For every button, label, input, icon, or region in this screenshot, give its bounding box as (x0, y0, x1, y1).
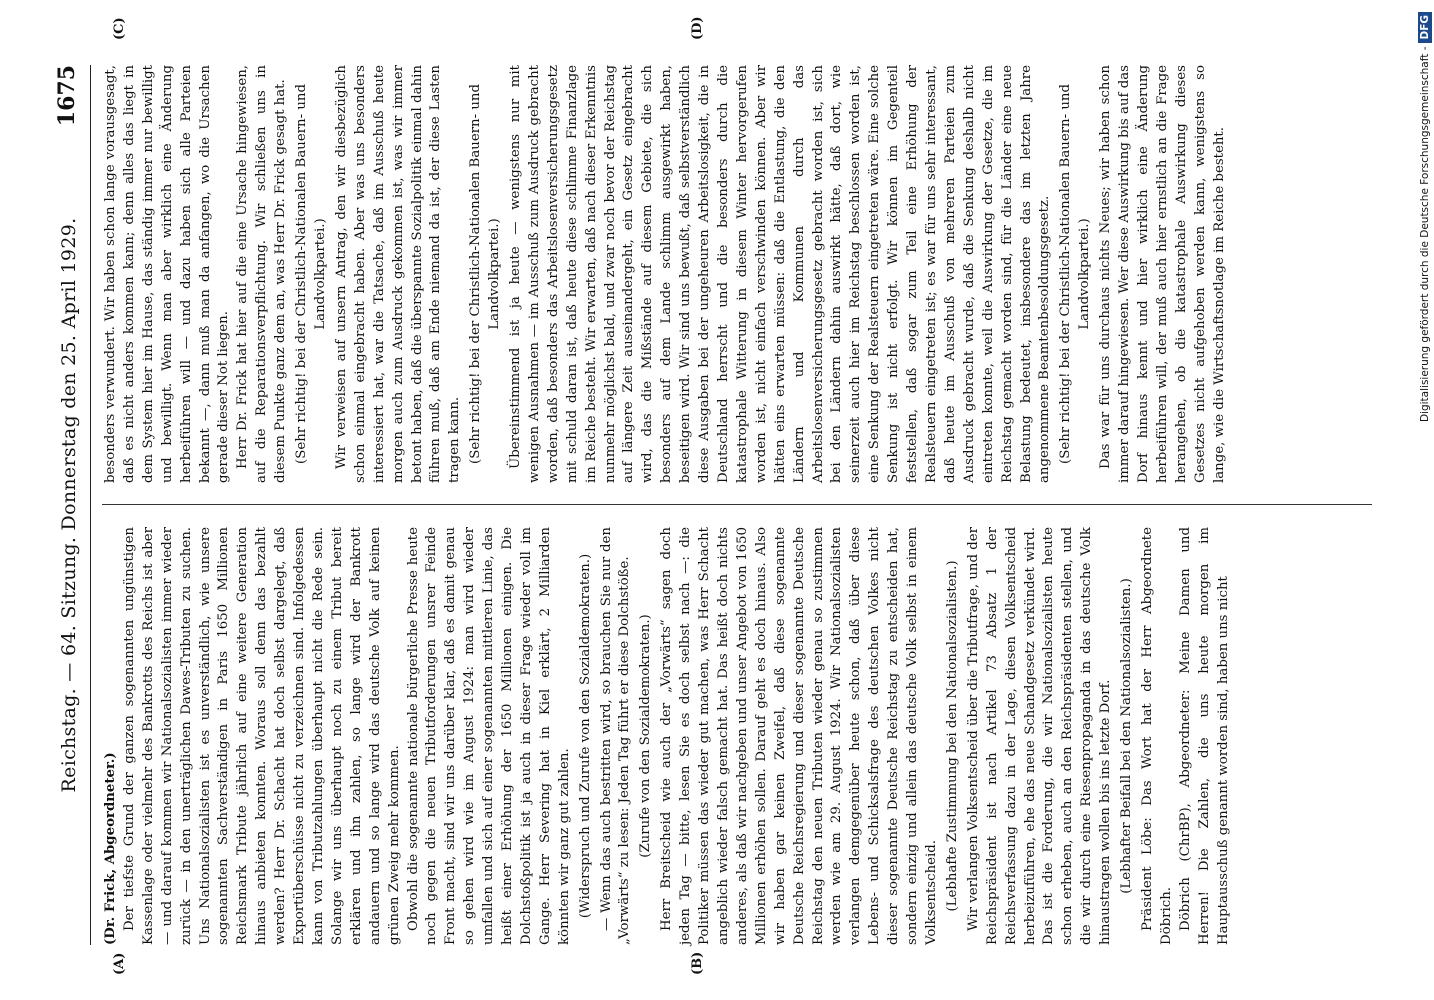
paragraph: Wir verweisen auf unsern Antrag, den wir diesbezüglich schon einmal eingebracht haben. Aber was uns besonders interessiert hat, war die Tatsache, daß im Ausschuß heute morgen auch zum Ausdruck gekommen ist, was wir immer betont haben, daß die überspannte Sozialpolitik einmal dahin führen muß, daß am Ende niemand da ist, der diese Lasten tragen kann. (333, 65, 463, 483)
dfg-logo: DFG (1418, 12, 1432, 43)
right-column (102, 65, 1229, 483)
paragraph: besonders verwundert. Wir haben schon lange vorausgesagt, daß es nicht anders kommen kann; denn alles das liegt in dem System hier im Hause, das ständig immer nur bewilligt und bewilligt. Wenn man aber wirklich eine Änderung herbeiführen will — und dazu haben sich alle Parteien bekannt —, dann muß man da anfangen, wo die Ursachen gerade dieser Not liegen. (103, 65, 232, 483)
interjection: (Lebhafter Beifall bei den Nationalsozialisten.) (1119, 578, 1135, 894)
sidebar-text: Digitalisierung gefördert durch die Deutsche Forschungsgemeinschaft - (1419, 46, 1431, 423)
paragraph: Herr Breitscheid wie auch der „Vorwärts“ sagen doch jeden Tag — bitte, lesen Sie es doch selbst nach —: die Politiker müssen das wieder gut machen, was Herr Schacht angeblich wieder falsch gemacht hat. Das heißt doch nichts anderes, als daß wir nachgeben und unser Angebot von 1650 Millionen erhöhen sollen. Darauf geht es doch hinaus. Also wir haben gar keinen Zweifel, daß diese sogenannte Deutsche Reichsregierung und dieser sogenannte Deutsche Reichstag den neuen Tributen wieder genau so zustimmen werden wie am 29. August 1924. Wir Nationalsozialisten verlangen demgegenüber heute schon, daß über diese Lebens- und Schicksalsfrage des deutschen Volkes nicht dieser sogenannte Deutsche Reichstag zu entscheiden hat, sondern einzig und allein das deutsche Volk selbst in einem Volksentscheid. (659, 527, 939, 945)
paragraph: Präsident Löbe: Das Wort hat der Herr Abgeordnete Döbrich. (1139, 527, 1174, 945)
dfg-sidebar (1418, 12, 1432, 987)
speaker-line: (Dr. Frick, Abgeordneter.) (103, 752, 118, 945)
interjection: (Sehr richtig! bei der Christlich-Nationalen Bauern- und Landvolkpartei.) (468, 84, 503, 464)
paragraph: Übereinstimmend ist ja heute — wenigstens nur mit wenigen Ausnahmen — im Ausschuß zum Ausdruck gebracht worden, daß besonders das Arbeitslosenversicherungsgesetz mit schuld daran ist, daß heute diese schlimme Finanzlage im Reiche besteht. Wir erwarten, daß nach dieser Erkenntnis nunmehr möglichst bald, und zwar noch bevor der Reichstag auf längere Zeit auseinandergeht, ein Gesetz eingebracht wird, das die Mißstände auf diesem Gebiete, die sich besonders auf dem Lande schlimm ausgewirkt haben, beseitigen wird. Wir sind uns bewußt, daß selbstverständlich diese Ausgaben bei der ungeheuren Arbeitslosigkeit, die in Deutschland herrscht und die besonders durch die katastrophale Witterung in diesem Winter hervorgerufen worden ist, nicht einfach verschwinden können. Aber wir hätten eins erwarten müssen: daß die Entlastung, die den Ländern und Kommunen durch das Arbeitslosenversicherungsgesetz gebracht worden ist, sich bei den Ländern dahin auswirkt hätte, daß dort, wie seinerzeit auch hier im Reichstag beschlossen worden ist, eine Senkung der Realsteuern eingetreten wäre. Eine solche Senkung ist nicht erfolgt. Wir können im Gegenteil feststellen, daß sogar zum Teil eine Erhöhung der Realsteuern eingetreten ist; es war für uns sehr interessant, daß heute im Ausschuß von mehreren Parteien zum Ausdruck gebracht wurde, daß die Senkung deshalb nicht eintreten konnte, weil die Auswirkung der Gesetze, die im Reichstag gemacht worden sind, für die Länder eine neue Belastung bedeutet, insbesondere das im letzten Jahre angenommene Beamtenbesoldungsgesetz. (508, 65, 1053, 483)
running-head: Reichstag. — 64. Sitzung. Donnerstag den 25. April 1929. (58, 217, 80, 793)
rotated-page (50, 16, 1390, 975)
document-page (50, 16, 1390, 975)
interjection: (Sehr richtig! bei der Christlich-Nationalen Bauern- und Landvolkpartei.) (294, 84, 328, 464)
interjection: (Zurufe von den Sozialdemokraten.) (638, 614, 654, 858)
page-header (50, 65, 91, 945)
interjection: (Sehr richtig! bei der Christlich-Nationalen Bauern- und Landvolkpartei.) (1058, 84, 1093, 464)
paragraph: Herr Dr. Frick hat hier auf die eine Ursache hingewiesen, auf die Reparationsverpflichtung. Wir schließen uns in diesem Punkte ganz dem an, was Herr Dr. Frick gesagt hat. (235, 65, 289, 483)
paragraph: — Wenn das auch bestritten wird, so brauchen Sie nur den „Vorwärts“ zu lesen: Jeden Tag führt er diese Dolchstöße. (598, 527, 633, 945)
column-divider (102, 504, 1372, 505)
paragraph: Obwohl die sogenannte nationale bürgerliche Presse heute noch gegen die neuen Tributforderungen unsrer Feinde Front macht, sind wir uns darüber klar, daß es damit genau so gehen wird wie im August 1924: man wird wieder umfallen und sich auf einer sogenannten mittleren Linie, das heißt einer Erhöhung der 1650 Millionen einigen. Die Dolchstoßpolitik ist ja auch in dieser Frage wieder voll im Gange. Herr Severing hat in Kiel erklärt, 2 Milliarden könnten wir ganz gut zahlen. (405, 527, 572, 945)
interjection: (Lebhafte Zustimmung bei den Nationalsozialisten.) (944, 560, 960, 912)
margin-letter-d: (D) (690, 16, 705, 40)
paragraph: Wir verlangen Volksentscheid über die Tributfrage, und der Reichspräsident ist nach Artikel 73 Absatz 1 der Reichsverfassung dazu in der Lage, diesen Volksentscheid herbeizuführen, ehe das neue Schandgesetz verkündet wird. Das ist die Forderung, die wir Nationalsozialisten heute schon erheben, auch an den Reichspräsidenten stellen, und die wir durch eine Riesenpropaganda in das deutsche Volk hinaustragen wollen bis ins letzte Dorf. (965, 527, 1114, 945)
paragraph: Der tiefste Grund der ganzen sogenannten ungünstigen Kassenlage oder vielmehr des Bankrotts des Reichs ist aber — und darauf kommen wir Nationalsozialisten immer wieder zurück — in den unerträglichen Dawes-Tributen zu suchen. Uns Nationalsozialisten ist es unverständlich, wie unsere sogenannten Sachverständigen in Paris 1650 Millionen Reichsmark Tribute jährlich auf eine weitere Generation hinaus anbieten konnten. Woraus soll denn das bezahlt werden? Herr Dr. Schacht hat doch selbst dargelegt, daß Exportüberschüsse nicht zu verzeichnen sind. Infolgedessen kann von Tributzahlungen überhaupt nicht die Rede sein. Solange wir uns überhaupt noch zu einem Tribut bereit erklären und ihn zahlen, so lange wird der Bankrott andauern und so lange wird das deutsche Volk auf keinen grünen Zweig mehr kommen. (121, 527, 402, 945)
margin-letter-c: (C) (112, 17, 127, 40)
margin-letter-a: (A) (112, 952, 127, 975)
margin-letter-b: (B) (690, 951, 705, 975)
interjection: (Widerspruch und Zurufe von den Sozialdemokraten.) (577, 553, 593, 919)
page-number: 1675 (54, 65, 80, 127)
left-column (102, 527, 1233, 945)
paragraph: Döbrich (ChrBP), Abgeordneter: Meine Damen und Herren! Die Zahlen, die uns heute morgen im Hauptausschuß genannt worden sind, haben uns nicht (1177, 527, 1231, 945)
paragraph: Das war für uns durchaus nichts Neues; wir haben schon immer darauf hingewiesen. Wer diese Auswirkung bis auf das Dorf hinaus kennt und hier wirklich eine Änderung herbeiführen will, der muß auch hier ernstlich an die Frage herangehen, ob die katastrophale Auswirkung dieses Gesetzes nicht aufgehoben werden kann, wenigstens so lange, wie die Wirtschaftsnotlage im Reiche besteht. (1098, 65, 1227, 483)
